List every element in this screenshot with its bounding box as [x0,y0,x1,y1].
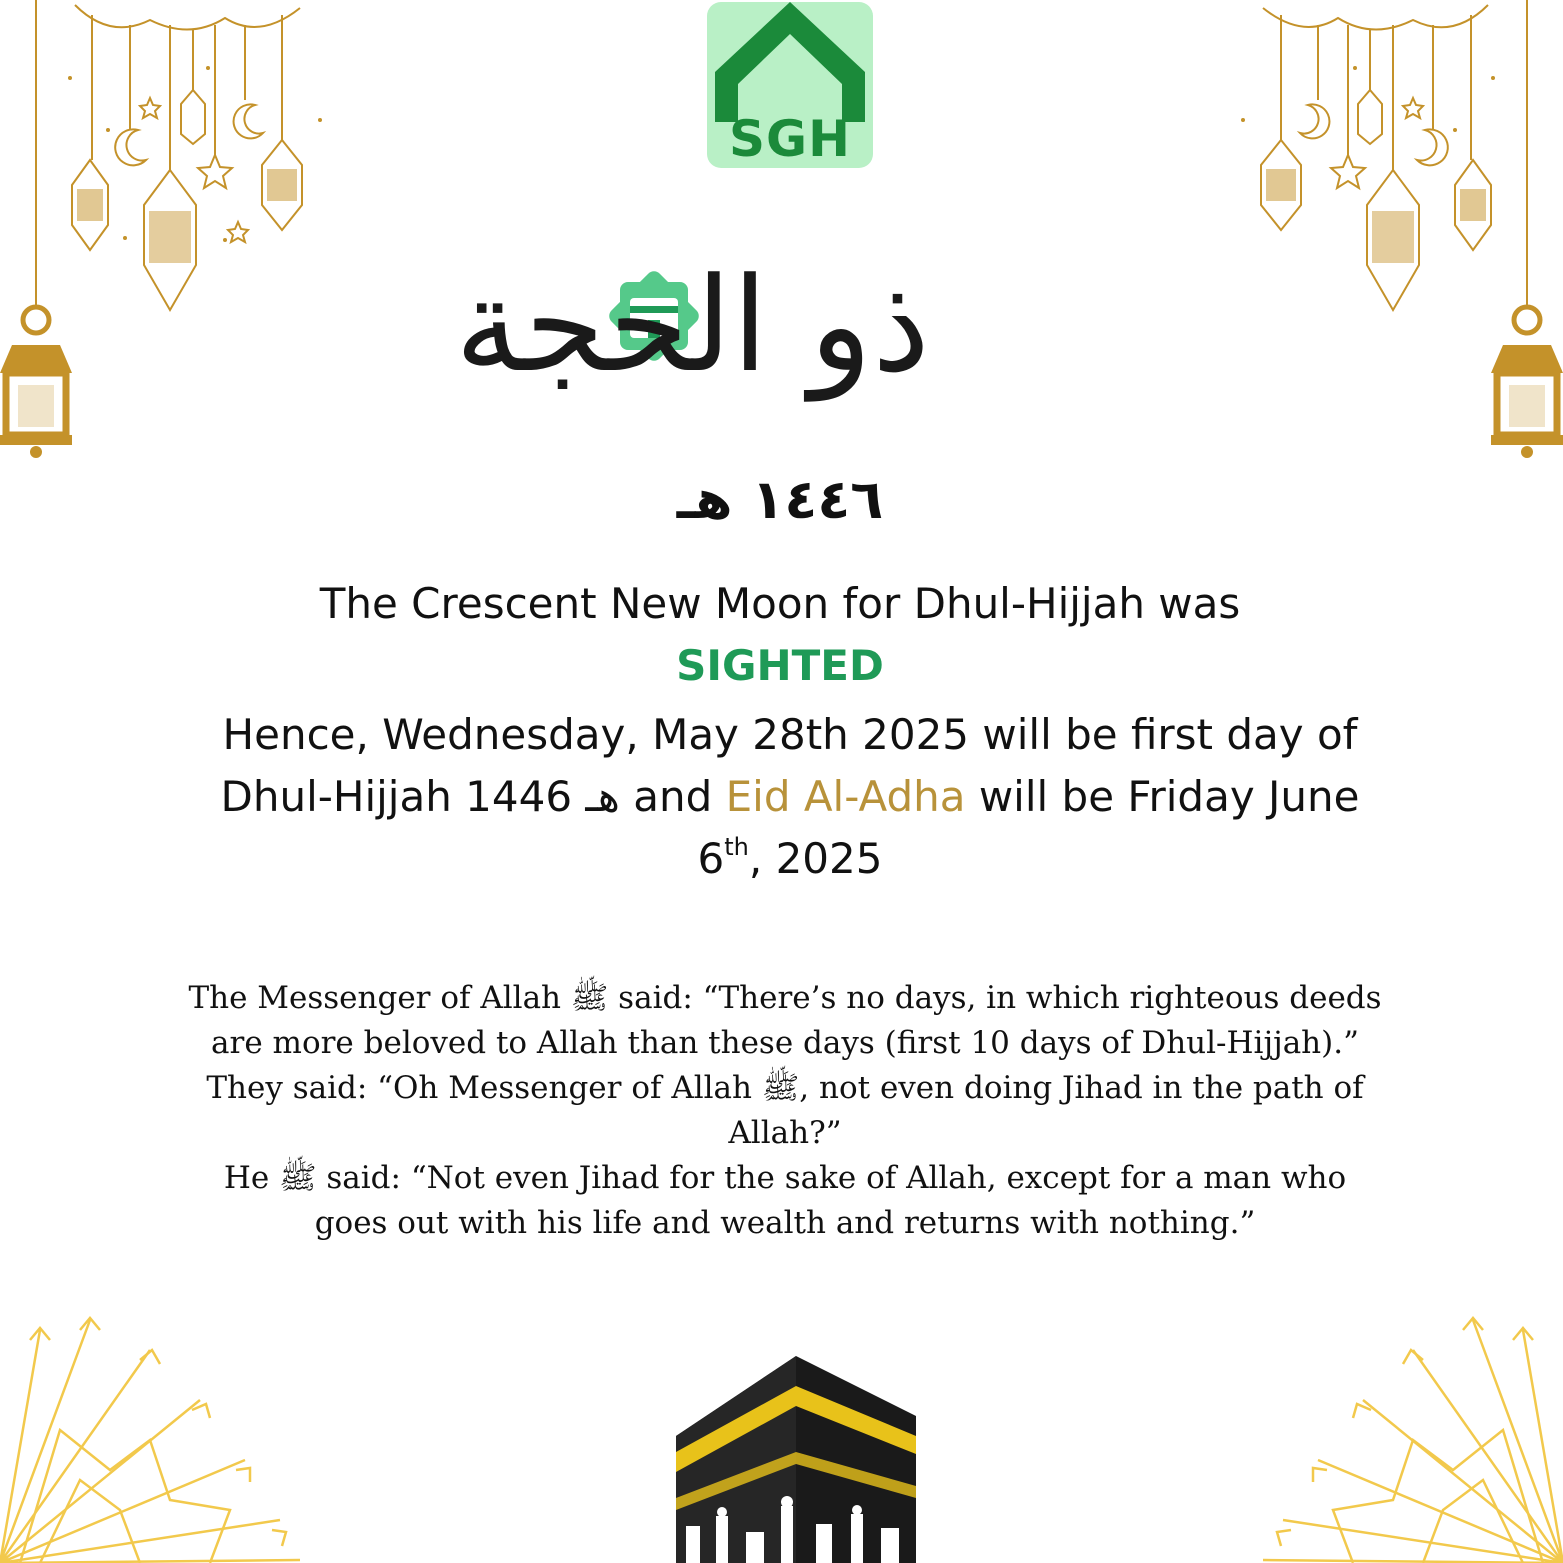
eid-name: Eid Al-Adha [725,772,966,821]
hadith-line: goes out with his life and wealth and returns with nothing.” [314,1205,1256,1241]
hadith-line: Allah?” [728,1115,842,1151]
body-line-1: Hence, Wednesday, May 28th 2025 will be first day of [222,710,1358,759]
body-line-2-end: will be Friday June [978,772,1360,821]
sunburst-icon [0,1310,300,1563]
hadith-quote [140,976,1430,1246]
hadith-line: They said: “Oh Messenger of Allah ﷺ, not even doing Jihad in the path of [206,1070,1364,1106]
eid-year: , 2025 [748,834,883,883]
dhul-hijjah-calligraphy: ذو الحجة [454,249,930,401]
eid-day-suffix: th [724,833,749,861]
sighted-status: SIGHTED [676,641,884,690]
logo-text: SGH [729,110,851,168]
sgh-logo [707,2,873,168]
announcement-line: The Crescent New Moon for Dhul-Hijjah was [319,579,1241,628]
kaaba-icon [676,1356,920,1563]
hadith-line: are more beloved to Allah than these days (first 10 days of Dhul-Hijjah).” [211,1025,1359,1061]
body-line-2: Dhul-Hijjah 1446 هـ and [220,772,713,821]
announcement-body [150,704,1430,890]
hanging-lanterns-icon [1223,0,1563,470]
hijri-year: ١٤٤٦ هـ [676,468,884,531]
sunburst-icon [1263,1310,1563,1563]
eid-day-number: 6 [697,834,725,883]
hadith-line: He ﷺ said: “Not even Jihad for the sake of Allah, except for a man who [223,1160,1347,1196]
hadith-line: The Messenger of Allah ﷺ said: “There’s no days, in which righteous deeds [188,980,1382,1016]
hanging-lanterns-icon [0,0,340,470]
